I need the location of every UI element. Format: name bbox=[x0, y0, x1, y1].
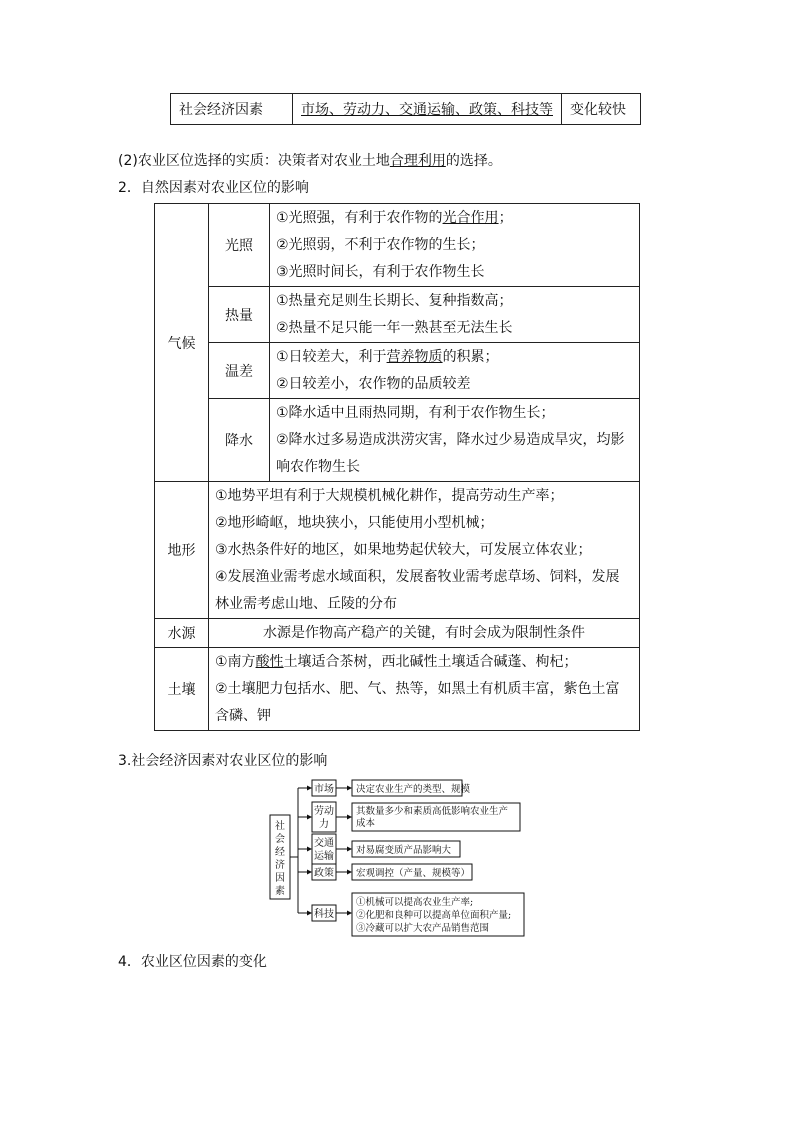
heat-line-2: ②热量不足只能一年一熟甚至无法生长 bbox=[276, 319, 513, 336]
rain-line-1: ①降水适中且雨热同期，有利于农作物生长； bbox=[276, 404, 555, 421]
labor-desc-2: 成本 bbox=[356, 818, 376, 829]
root-char: 经 bbox=[275, 847, 285, 858]
essence-prefix: (2)农业区位选择的实质：决策者对农业土地 bbox=[118, 153, 390, 169]
temp-line-2: ②日较差小，农作物的品质较差 bbox=[276, 375, 471, 392]
terrain-label-cell: 地形 bbox=[155, 482, 209, 619]
factor-list-cell bbox=[293, 94, 562, 125]
root-char: 社 bbox=[275, 821, 285, 832]
root-char: 因 bbox=[275, 873, 285, 884]
light-line-2: ②光照弱，不利于农作物的生长； bbox=[276, 236, 485, 253]
market-label: 市场 bbox=[314, 784, 334, 795]
heat-line-1: ①热量充足则生长期长、复种指数高； bbox=[276, 292, 513, 309]
essence-underlined: 合理利用 bbox=[389, 153, 446, 169]
policy-label: 政策 bbox=[314, 868, 334, 879]
tech-label: 科技 bbox=[314, 909, 334, 920]
social-factors-summary-table bbox=[170, 93, 641, 125]
table-row bbox=[155, 648, 640, 731]
table-row bbox=[155, 343, 640, 399]
table-row bbox=[155, 204, 640, 287]
root-char: 会 bbox=[275, 834, 285, 845]
soil-text-cell bbox=[209, 648, 640, 731]
water-label-cell: 水源 bbox=[155, 619, 209, 648]
table-row bbox=[155, 482, 640, 619]
factor-label-cell: 社会经济因素 bbox=[171, 94, 293, 125]
essence-suffix: 的选择。 bbox=[445, 153, 502, 169]
transport-label-1: 交通 bbox=[314, 838, 334, 849]
table-row bbox=[171, 94, 641, 125]
light-text-cell bbox=[270, 204, 640, 287]
table-row bbox=[155, 619, 640, 648]
table-row bbox=[155, 399, 640, 482]
transport-desc: 对易腐变质产品影响大 bbox=[356, 845, 452, 856]
heat-label-cell: 热量 bbox=[209, 287, 270, 343]
terrain-line-3: ③水热条件好的地区，如果地势起伏较大，可发展立体农业； bbox=[215, 541, 592, 558]
tech-desc-2: ②化肥和良种可以提高单位面积产量; bbox=[356, 910, 512, 921]
heat-text-cell bbox=[270, 287, 640, 343]
soil-label-cell: 土壤 bbox=[155, 648, 209, 731]
labor-desc-1: 其数量多少和素质高低影响农业生产 bbox=[356, 806, 509, 817]
heading-natural-factors: 2．自然因素对农业区位的影响 bbox=[118, 180, 309, 196]
rain-text-cell bbox=[270, 399, 640, 482]
transport-label-2: 运输 bbox=[314, 851, 334, 862]
essence-line bbox=[118, 150, 502, 170]
terrain-text-cell bbox=[209, 482, 640, 619]
labor-label-1: 劳动 bbox=[314, 806, 334, 817]
tech-desc-1: ①机械可以提高农业生产率; bbox=[356, 897, 474, 908]
factor-trait-cell: 变化较快 bbox=[562, 94, 641, 125]
light-line-3: ③光照时间长，有利于农作物生长 bbox=[276, 263, 485, 280]
temp-label-cell: 温差 bbox=[209, 343, 270, 399]
water-text-cell: 水源是作物高产稳产的关键，有时会成为限制性条件 bbox=[209, 619, 640, 648]
social-factors-diagram bbox=[264, 775, 534, 940]
temp-line-1: ①日较差大，利于营养物质的积累； bbox=[276, 348, 499, 365]
light-line-1: ①光照强，有利于农作物的光合作用； bbox=[276, 209, 513, 226]
natural-factors-table bbox=[154, 203, 640, 731]
policy-desc: 宏观调控（产量、规模等） bbox=[356, 868, 471, 879]
heading-factor-change: 4．农业区位因素的变化 bbox=[118, 954, 267, 970]
labor-label-2: 力 bbox=[319, 819, 329, 830]
table-row bbox=[155, 287, 640, 343]
root-char: 素 bbox=[275, 886, 285, 897]
heading-social-factors: 3.社会经济因素对农业区位的影响 bbox=[118, 753, 328, 769]
factor-list-text: 市场、劳动力、交通运输、政策、科技等 bbox=[301, 102, 553, 118]
terrain-line-1: ①地势平坦有利于大规模机械化耕作，提高劳动生产率； bbox=[215, 487, 564, 504]
rain-line-2: ②降水过多易造成洪涝灾害，降水过少易造成旱灾，均影响农作物生长 bbox=[276, 431, 625, 475]
tech-desc-3: ③冷藏可以扩大农产品销售范围 bbox=[356, 923, 490, 934]
climate-cell: 气候 bbox=[155, 204, 209, 482]
rain-label-cell: 降水 bbox=[209, 399, 270, 482]
temp-text-cell bbox=[270, 343, 640, 399]
market-desc: 决定农业生产的类型、规模 bbox=[356, 784, 471, 795]
soil-line-1: ①南方酸性土壤适合茶树，西北碱性土壤适合碱蓬、枸杞； bbox=[215, 653, 578, 670]
soil-line-2: ②土壤肥力包括水、肥、气、热等，如黑土有机质丰富，紫色土富含磷、钾 bbox=[215, 680, 620, 724]
terrain-line-4: ④发展渔业需考虑水域面积，发展畜牧业需考虑草场、饲料，发展林业需考虑山地、丘陵的分布 bbox=[215, 568, 620, 612]
root-char: 济 bbox=[275, 860, 285, 871]
light-label-cell: 光照 bbox=[209, 204, 270, 287]
terrain-line-2: ②地形崎岖，地块狭小，只能使用小型机械； bbox=[215, 514, 494, 531]
